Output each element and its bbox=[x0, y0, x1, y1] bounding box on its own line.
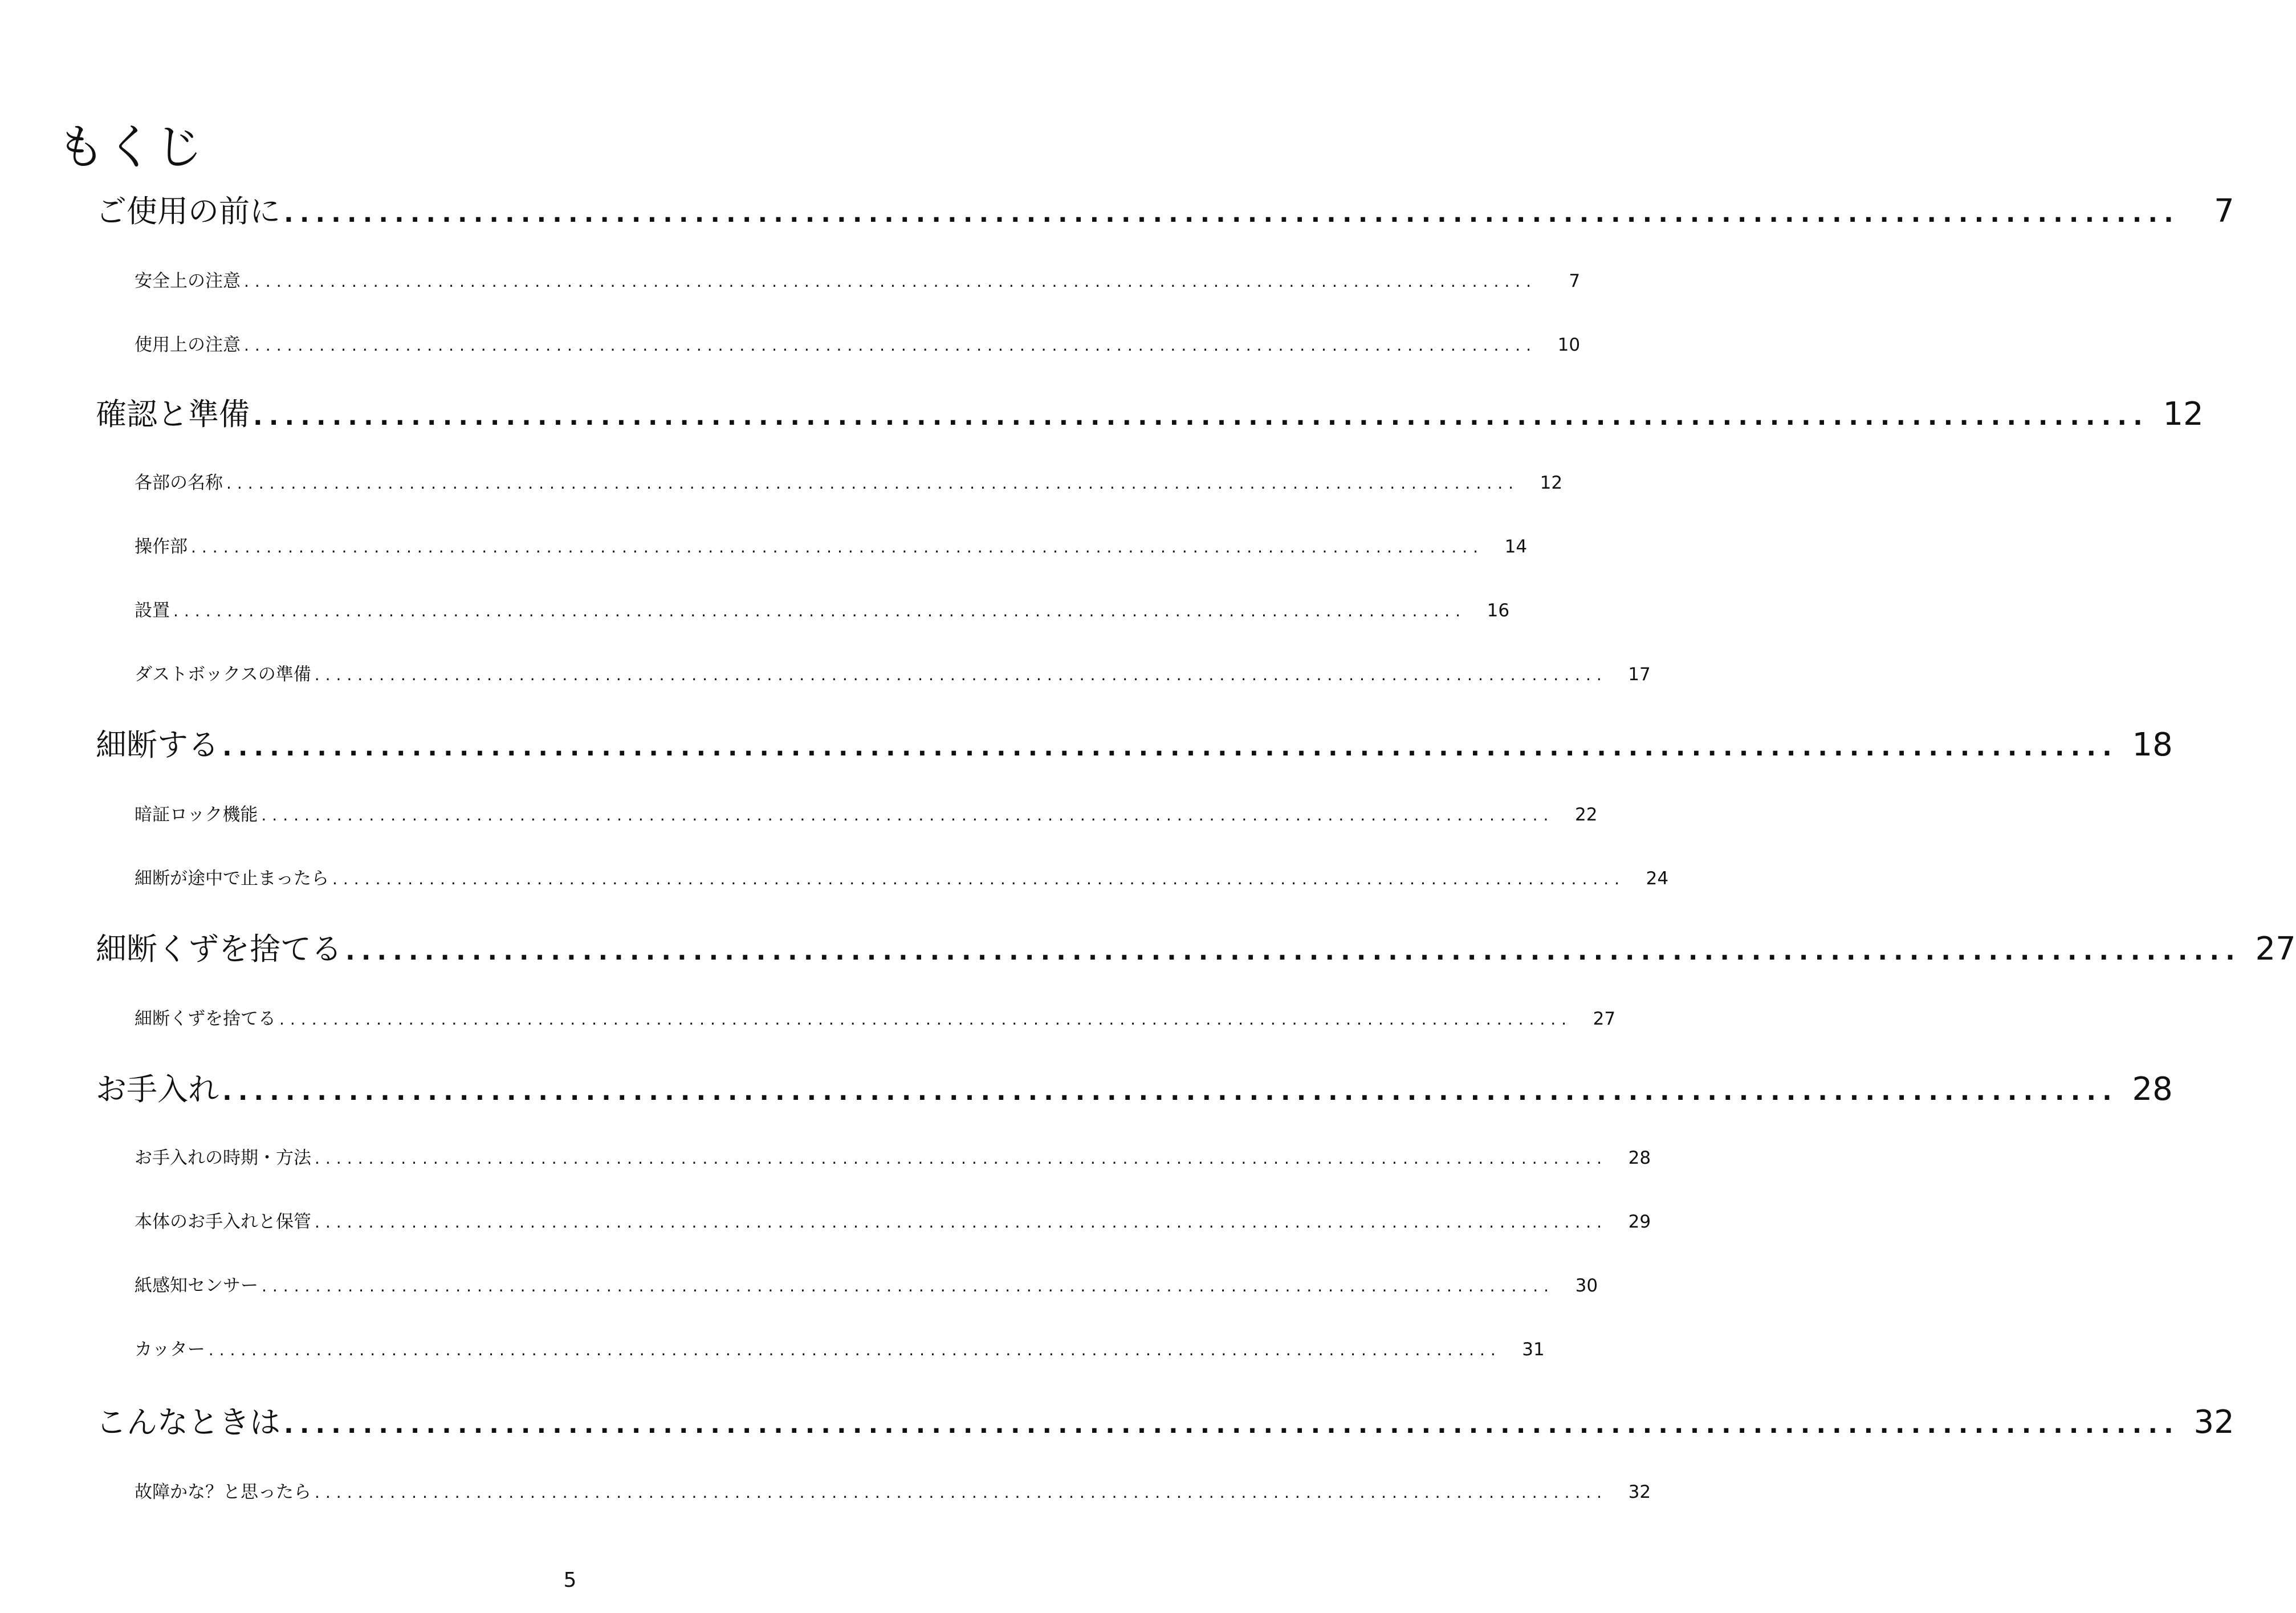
dot-leader: ........................................................................................................................ bbox=[191, 538, 1484, 556]
toc-page-number: 14 bbox=[1504, 537, 1528, 557]
toc-page-number: 10 bbox=[1557, 335, 1581, 355]
toc-chapter-entry bbox=[96, 192, 2234, 231]
toc-section-entry bbox=[135, 332, 1581, 358]
toc-page-number: 12 bbox=[1540, 473, 1563, 493]
toc-page-number: 22 bbox=[1574, 805, 1598, 825]
dot-leader: ........................................................................................................................ bbox=[173, 602, 1467, 620]
toc-section-title: 故障かな？と思ったら bbox=[135, 1482, 311, 1502]
toc-section-entry bbox=[135, 470, 1563, 496]
toc-section-entry bbox=[135, 598, 1510, 624]
toc-page-number: 28 bbox=[2132, 1071, 2173, 1108]
toc-chapter-title: ご使用の前に bbox=[96, 193, 280, 229]
toc-chapter-title: お手入れ bbox=[96, 1071, 219, 1107]
toc-chapter-entry bbox=[96, 1403, 2234, 1443]
dot-leader: ........................................................................................................................ bbox=[332, 870, 1626, 888]
toc-section-entry bbox=[135, 534, 1528, 560]
toc-section-title: 設置 bbox=[135, 600, 170, 621]
toc-section-entry bbox=[135, 1273, 1598, 1299]
toc-section-entry bbox=[135, 802, 1598, 828]
dot-leader: ........................................................................................................................ bbox=[244, 336, 1537, 355]
toc-chapter-entry bbox=[96, 725, 2173, 765]
toc-chapter-title: こんなときは bbox=[96, 1404, 280, 1440]
toc-section-entry bbox=[135, 268, 1581, 294]
toc-section-entry bbox=[135, 1336, 1545, 1363]
toc-section-title: 使用上の注意 bbox=[135, 335, 241, 355]
toc-section-title: 細断が途中で止まったら bbox=[135, 868, 329, 889]
dot-leader: ........................................................................................................................ bbox=[315, 1483, 1608, 1502]
toc-section-entry bbox=[135, 1209, 1651, 1235]
toc-page-number: 29 bbox=[1628, 1212, 1651, 1232]
toc-chapter-title: 確認と準備 bbox=[96, 396, 250, 432]
toc-section-entry bbox=[135, 1145, 1651, 1171]
dot-leader: ........................................................................................................................ bbox=[208, 1340, 1501, 1359]
toc-section-entry bbox=[135, 1006, 1616, 1032]
toc-section-title: 各部の名称 bbox=[135, 473, 223, 493]
toc-page-number: 7 bbox=[1569, 271, 1581, 291]
dot-leader: ........................................................................................................................ bbox=[284, 199, 2180, 228]
dot-leader: ........................................................................................................................ bbox=[244, 272, 1537, 291]
dot-leader: ........................................................................................................................ bbox=[315, 1213, 1608, 1232]
toc-chapter-entry bbox=[96, 395, 2204, 434]
toc-section-title: 暗証ロック機能 bbox=[135, 805, 258, 825]
toc-chapter-entry bbox=[96, 929, 2296, 969]
toc-page-number: 32 bbox=[2193, 1404, 2234, 1441]
toc-page-number: 31 bbox=[1522, 1339, 1545, 1360]
dot-leader: ........................................................................................................................ bbox=[279, 1010, 1573, 1029]
dot-leader: ........................................................................................................................ bbox=[261, 806, 1554, 824]
dot-leader: ........................................................................................................................ bbox=[222, 1077, 2118, 1106]
toc-page-number: 24 bbox=[1646, 868, 1669, 889]
toc-chapter-title: 細断する bbox=[96, 727, 219, 763]
toc-section-title: 本体のお手入れと保管 bbox=[135, 1212, 311, 1232]
toc-page-number: 16 bbox=[1487, 600, 1510, 621]
toc-page-number: 28 bbox=[1628, 1148, 1651, 1168]
page-number: 5 bbox=[563, 1569, 577, 1592]
toc-chapter-title: 細断くずを捨てる bbox=[96, 931, 342, 967]
dot-leader: ........................................................................................................................ bbox=[262, 1277, 1555, 1295]
toc-section-entry bbox=[135, 866, 1669, 892]
toc-section-title: 細断くずを捨てる bbox=[135, 1009, 276, 1029]
dot-leader: ........................................................................................................................ bbox=[226, 474, 1520, 493]
toc-page-number: 32 bbox=[1628, 1482, 1651, 1502]
dot-leader: ........................................................................................................................ bbox=[314, 665, 1607, 684]
toc-section-title: お手入れの時期・方法 bbox=[135, 1148, 311, 1168]
toc-page-number: 27 bbox=[1593, 1009, 1616, 1029]
toc-section-title: 操作部 bbox=[135, 537, 188, 557]
toc-page-number: 17 bbox=[1628, 664, 1651, 685]
page-title: もくじ bbox=[57, 119, 205, 175]
toc-page-number: 7 bbox=[2214, 193, 2234, 230]
dot-leader: ........................................................................................................................ bbox=[253, 402, 2149, 431]
dot-leader: ........................................................................................................................ bbox=[315, 1149, 1608, 1168]
toc-page-number: 27 bbox=[2255, 931, 2296, 968]
toc-chapter-entry bbox=[96, 1070, 2173, 1110]
toc-section-entry bbox=[135, 1479, 1651, 1505]
toc-page-number: 30 bbox=[1575, 1275, 1598, 1296]
toc-page-number: 18 bbox=[2132, 726, 2173, 763]
dot-leader: ........................................................................................................................ bbox=[284, 1410, 2180, 1439]
dot-leader: ........................................................................................................................ bbox=[345, 937, 2241, 966]
toc-page-number: 12 bbox=[2163, 396, 2204, 433]
toc-section-title: カッター bbox=[135, 1339, 205, 1360]
dot-leader: ........................................................................................................................ bbox=[222, 733, 2118, 762]
toc-section-title: 安全上の注意 bbox=[135, 271, 241, 291]
toc-section-entry bbox=[135, 661, 1651, 688]
toc-section-title: ダストボックスの準備 bbox=[135, 664, 311, 685]
toc-section-title: 紙感知センサー bbox=[135, 1275, 258, 1296]
